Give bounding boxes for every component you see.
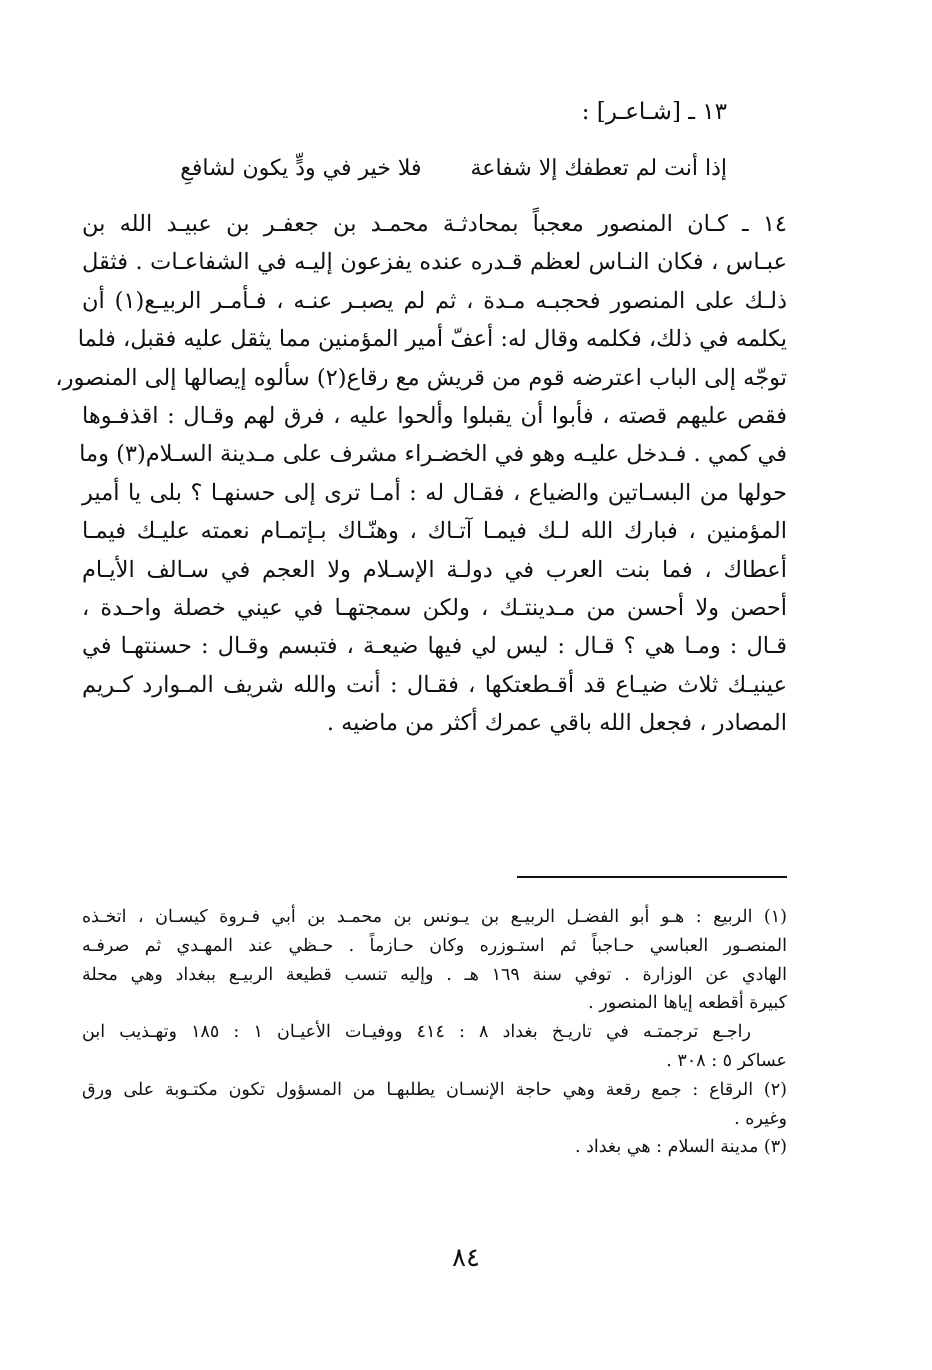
footnote-3 xyxy=(82,1133,787,1162)
text-line: ١٤ ـ كـان المنصور معجباً بمحادثـة محمـد بن جعفـر بن عبيـد الله بن xyxy=(82,211,787,237)
text-line: المصادر ، فجعل الله باقي عمرك أكثر من ماضيه . xyxy=(326,710,787,737)
footnote-line: المنصـور العباسي حـاجباً ثم استـوزره وكان حـازماً . حـظي عند المهـدي ثم صرفـه xyxy=(82,935,787,956)
text-line: في كمي . فـدخل عليـه وهو في الخضـراء مشرف على مـدينة السـلام(٣) وما xyxy=(79,441,787,468)
footnote-1-references xyxy=(82,1018,787,1076)
verse-first-hemistich: إذا أنت لم تعطفك إلا شفاعة xyxy=(470,156,727,181)
footnote-separator xyxy=(517,876,787,878)
text-line: يكلمه في ذلك، فكلمه وقال له: أعفّ أمير المؤمنين مما يثقل عليه فقبل، فلما xyxy=(77,326,787,353)
footnote-line: (٢) الرقاع : جمع رقعة وهي حاجة الإنسـان يطلبهـا من المسؤول تكون مكتـوبة على ورق xyxy=(82,1079,787,1100)
footnotes xyxy=(82,903,787,1162)
anecdote-paragraph xyxy=(55,205,787,742)
footnote-2 xyxy=(82,1076,787,1134)
footnote-line: كبيرة أقطعه إياها المنصور . xyxy=(588,993,787,1014)
poem-verse xyxy=(127,152,727,186)
text-line: أحصن ولا أحسن من مـدينتـك ، ولكن سمجتهـا في عيني خصلة واحـدة ، xyxy=(82,594,787,621)
text-line: قـال : ومـا هي ؟ قـال : ليس لي فيها ضيعـة ، فتبسم وقـال : حسنتهـا في xyxy=(82,633,787,660)
text-line: المؤمنين ، فبارك الله لـك فيمـا آتـاك ، وهنّـاك بـإتمـام نعمته عليـك فيمـا xyxy=(82,518,787,545)
text-line: عينيـك ثلاث ضيـاع قد أقـطعتكها ، فقـال : أنت والله شريف المـوارد كـريم xyxy=(82,671,787,698)
text-line: توجّه إلى الباب اعترضه قوم من قريش مع رقاع(٢) سألوه إيصالها إلى المنصور، xyxy=(55,364,787,391)
footnote-line: الهادي عن الوزارة . توفي سنة ١٦٩ هـ . وإليه تنسب قطيعة الربيـع ببغداد وهي محلة xyxy=(82,964,787,985)
footnote-1 xyxy=(82,903,787,1018)
footnote-line: وغيره . xyxy=(734,1108,787,1129)
verse-second-hemistich: فلا خير في ودٍّ يكون لشافعِ xyxy=(180,156,422,181)
text-line: عبـاس ، فكان النـاس لعظم قـدره عنده يفزعون إليـه في الشفاعـات . فثقل xyxy=(82,249,787,276)
footnote-line: عساكر ٥ : ٣٠٨ . xyxy=(666,1050,787,1071)
poem-heading: ١٣ ـ [شـاعـر] : xyxy=(581,99,727,125)
text-line: ذلـك على المنصور فحجبـه مـدة ، ثم لم يصبـر عنـه ، فـأمـر الربيـع(١) أن xyxy=(82,287,787,314)
text-line: حولها من البسـاتين والضياع ، فقـال له : أمـا ترى إلى حسنهـا ؟ بلى يا أمير xyxy=(82,479,787,506)
footnote-line: (٣) مدينة السلام : هي بغداد . xyxy=(574,1137,787,1158)
text-line: فقص عليهم قصته ، فأبوا أن يقبلوا وألحوا عليه ، فرق لهم وقـال : اقذفـوها xyxy=(82,402,787,429)
footnote-line: راجـع ترجمتـه في تاريـخ بغداد ٨ : ٤١٤ ووفيـات الأعيـان ١ : ١٨٥ وتهـذيب ابن xyxy=(82,1022,751,1043)
page-number: ٨٤ xyxy=(452,1243,480,1273)
text-line: أعطاك ، فما بنت العرب في دولـة الإسـلام ولا العجم في سـالف الأيـام xyxy=(82,556,787,583)
footnote-line: (١) الربيع : هـو أبو الفضـل الربيـع بن يـونس بن محمـد بن أبي فـروة كيسـان ، اتخـذه xyxy=(82,907,787,927)
